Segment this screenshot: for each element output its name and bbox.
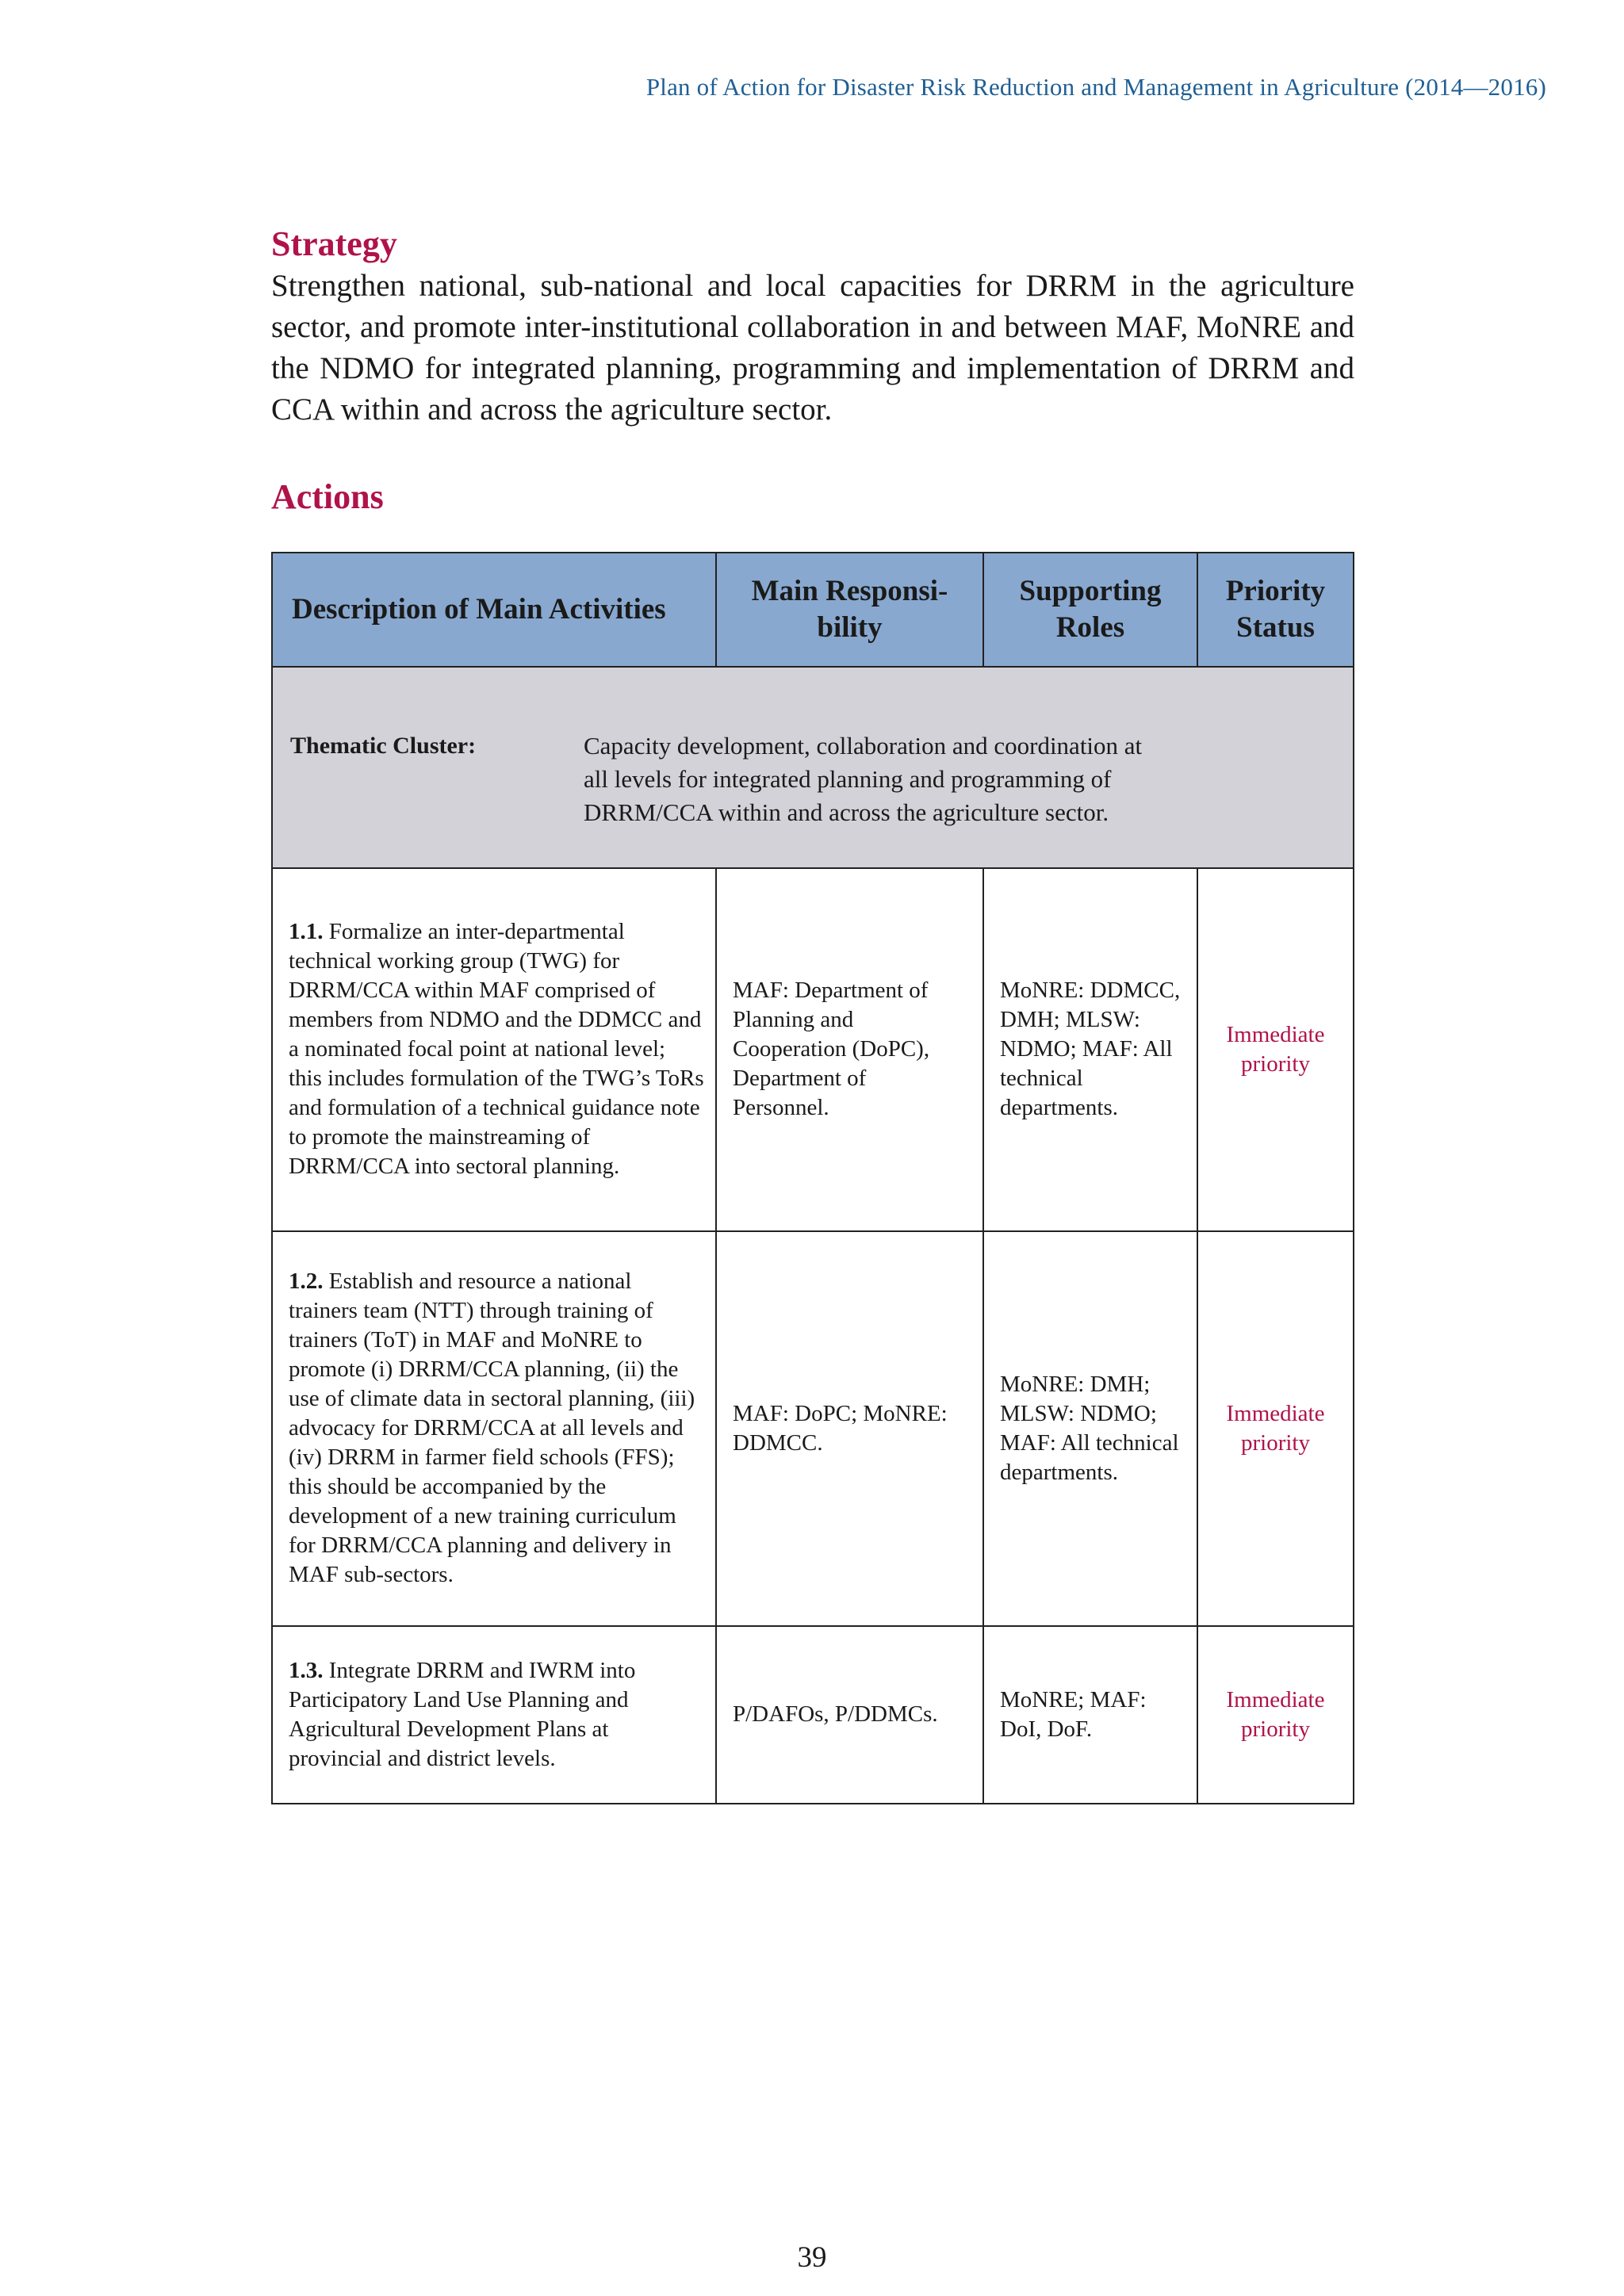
table-row xyxy=(272,1626,1354,1804)
cluster-text: Capacity development, collaboration and coordination at all levels for integrated planning and programming of DRRM/CCA within and across the agriculture sector. xyxy=(584,731,1143,826)
activity-description xyxy=(272,1626,716,1804)
activity-number: 1.3. xyxy=(289,1657,324,1683)
col-header-responsibility: Main Responsi- bility xyxy=(716,553,983,667)
table-row xyxy=(272,1231,1354,1626)
priority-status: Immediate priority xyxy=(1197,1231,1354,1626)
activity-description xyxy=(272,1231,716,1626)
priority-status: Immediate priority xyxy=(1197,868,1354,1231)
cluster-label: Thematic Cluster: xyxy=(290,732,477,759)
col-header-priority: Priority Status xyxy=(1197,553,1354,667)
activity-description xyxy=(272,868,716,1231)
page-number: 39 xyxy=(797,2241,827,2274)
strategy-heading: Strategy xyxy=(271,224,397,263)
main-responsibility: MAF: DoPC; MoNRE: DDMCC. xyxy=(716,1231,983,1626)
activity-text: Formalize an inter-departmental technical working group (TWG) for DRRM/CCA within MAF comprised of members from NDMO and the DDMCC and a nominated focal point at national level; this includes formulation of the TWG’s ToRs and formulation of a technical guidance note to promote the mainstreaming of DRRM/CCA into sectoral planning. xyxy=(289,919,704,1180)
thematic-cluster-row xyxy=(272,667,1354,868)
table-row xyxy=(272,868,1354,1231)
actions-table xyxy=(271,552,1354,1804)
col-header-description: Description of Main Activities xyxy=(272,553,716,667)
actions-heading: Actions xyxy=(271,476,384,516)
activity-number: 1.1. xyxy=(289,919,324,945)
main-responsibility: MAF: Department of Planning and Cooperation (DoPC), Department of Personnel. xyxy=(716,868,983,1231)
col-header-supporting: Supporting Roles xyxy=(983,553,1197,667)
supporting-roles: MoNRE; MAF: DoI, DoF. xyxy=(983,1626,1197,1804)
activity-text: Establish and resource a national trainers team (NTT) through training of trainers (ToT) in MAF and MoNRE to promote (i) DRRM/CCA planning, (ii) the use of climate data in sectoral planning, (iii) advocacy for DRRM/CCA at all levels and (iv) DRRM in farmer field schools (FFS); this should be accompanied by the development of a new training curriculum for DRRM/CCA planning and delivery in MAF sub-sectors. xyxy=(289,1269,695,1588)
strategy-text: Strengthen national, sub-national and local capacities for DRRM in the agriculture sector, and promote inter-institutional collaboration in and between MAF, MoNRE and the NDMO for integrated planning, programming and implementation of DRRM and CCA within and across the agriculture sector. xyxy=(271,268,1354,427)
supporting-roles: MoNRE: DDMCC, DMH; MLSW: NDMO; MAF: All technical departments. xyxy=(983,868,1197,1231)
activity-number: 1.2. xyxy=(289,1269,324,1295)
page-content xyxy=(271,224,1354,1804)
activity-text: Integrate DRRM and IWRM into Participatory Land Use Planning and Agricultural Development Plans at provincial and district levels. xyxy=(289,1657,636,1771)
running-header: Plan of Action for Disaster Risk Reduction and Management in Agriculture (2014—2016) xyxy=(645,73,1546,101)
supporting-roles: MoNRE: DMH; MLSW: NDMO; MAF: All technical departments. xyxy=(983,1231,1197,1626)
table-header-row xyxy=(272,553,1354,667)
priority-status: Immediate priority xyxy=(1197,1626,1354,1804)
main-responsibility: P/DAFOs, P/DDMCs. xyxy=(716,1626,983,1804)
